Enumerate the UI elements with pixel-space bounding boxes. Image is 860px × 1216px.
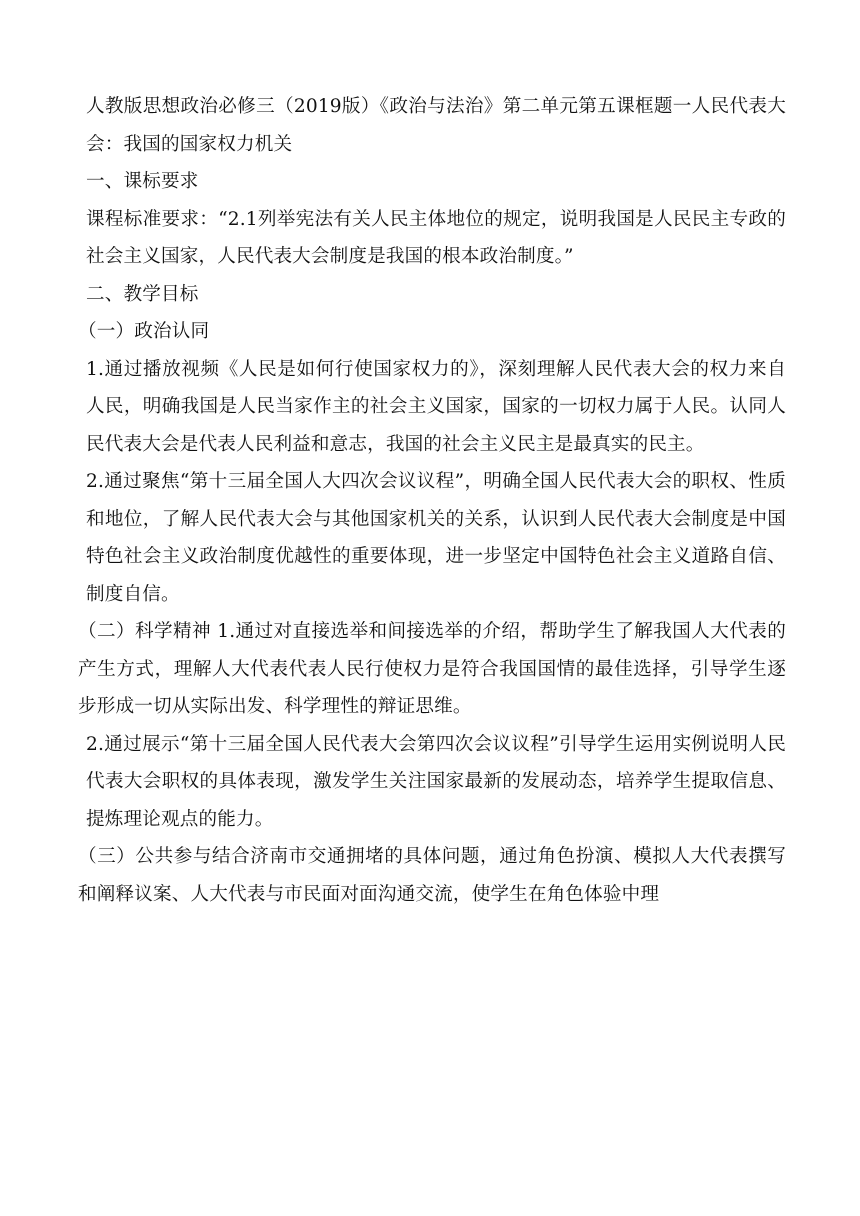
scientific-spirit-paragraph: （二）科学精神 1.通过对直接选举和间接选举的介绍，帮助学生了解我国人大代表的产生方式，理解人大代表代表人民行使权力是符合我国国情的最佳选择，引导学生逐步形成一切从实际出发、科学理性的辩证思维。	[78, 621, 786, 717]
political-identity-item-2: 2.通过聚焦“第十三届全国人大四次会议议程”，明确全国人民代表大会的职权、性质和地位，了解人民代表大会与其他国家机关的关系，认识到人民代表大会制度是中国特色社会主义政治制度优越性的重要体现，进一步坚定中国特色社会主义道路自信、制度自信。	[86, 471, 786, 605]
document-page	[78, 88, 786, 913]
section-heading-curriculum: 一、课标要求	[86, 171, 199, 192]
scientific-spirit-item-2: 2.通过展示“第十三届全国人民代表大会第四次会议议程”引导学生运用实例说明人民代表大会职权的具体表现，激发学生关注国家最新的发展动态，培养学生提取信息、提炼理论观点的能力。	[86, 733, 786, 830]
subheading-political-identity: （一）政治认同	[78, 321, 210, 342]
public-participation-paragraph: （三）公共参与结合济南市交通拥堵的具体问题，通过角色扮演、模拟人大代表撰写和阐释议案、人大代表与市民面对面沟通交流，使学生在角色体验中理	[78, 846, 786, 905]
section-heading-objectives: 二、教学目标	[86, 283, 199, 305]
document-title: 人教版思想政治必修三（2019版）《政治与法治》第二单元第五课框题一人民代表大会：我国的国家权力机关	[86, 96, 786, 155]
curriculum-requirement-text: 课程标准要求：“2.1列举宪法有关人民主体地位的规定，说明我国是人民民主专政的社会主义国家，人民代表大会制度是我国的根本政治制度。”	[86, 208, 786, 267]
political-identity-item-1: 1.通过播放视频《人民是如何行使国家权力的》，深刻理解人民代表大会的权力来自人民，明确我国是人民当家作主的社会主义国家，国家的一切权力属于人民。认同人民代表大会是代表人民利益和意志，我国的社会主义民主是最真实的民主。	[86, 358, 786, 455]
